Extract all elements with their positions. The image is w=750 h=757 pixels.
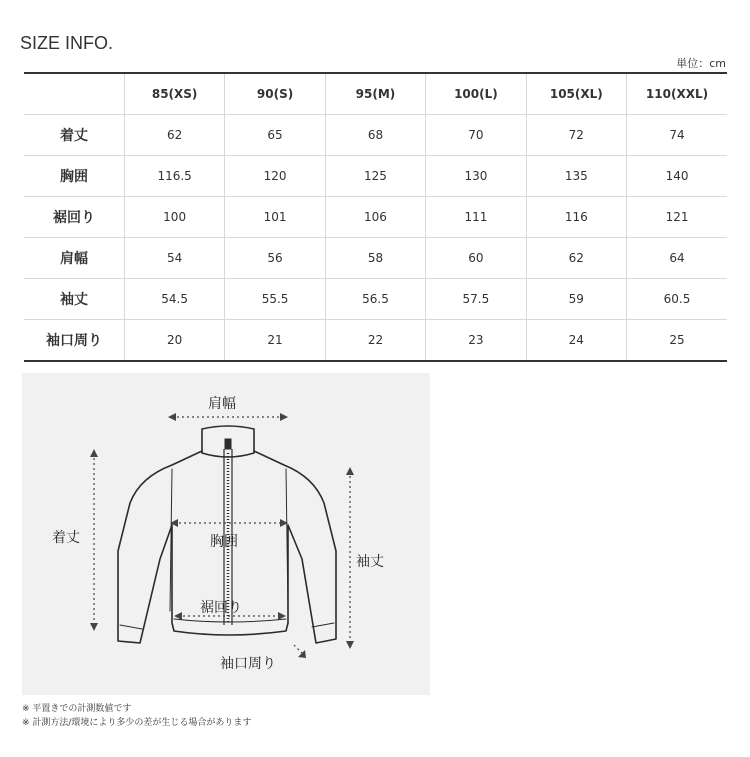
table-row [24, 197, 727, 238]
arrow-head [90, 623, 98, 631]
unit-label: 単位：cm [676, 57, 726, 70]
table-cell: 60.5 [627, 279, 727, 320]
table-cell: 20 [124, 320, 224, 362]
row-label: 裾回り [24, 197, 124, 238]
table-cell: 135 [526, 156, 626, 197]
table-cell: 57.5 [426, 279, 526, 320]
arrow-head [280, 413, 288, 421]
row-label: 袖口周り [24, 320, 124, 362]
table-header-row [24, 73, 727, 115]
right-cuff [312, 623, 334, 627]
footnote-item: ※ 計測方法/環境により多少の差が生じる場合があります [22, 718, 252, 728]
table-cell: 116 [526, 197, 626, 238]
table-cell: 68 [325, 115, 425, 156]
table-cell: 106 [325, 197, 425, 238]
arrow-head [346, 467, 354, 475]
table-cell: 116.5 [124, 156, 224, 197]
header-size-xxl: 110(XXL) [627, 73, 727, 115]
table-row [24, 156, 727, 197]
row-label: 着丈 [24, 115, 124, 156]
header-size-m: 95(M) [325, 73, 425, 115]
sleeve-label: 袖丈 [356, 554, 384, 570]
table-cell: 125 [325, 156, 425, 197]
footnotes [22, 702, 251, 730]
table-cell: 130 [426, 156, 526, 197]
table-cell: 74 [627, 115, 727, 156]
hem-label: 裾回り [200, 600, 242, 616]
table-cell: 25 [669, 333, 685, 347]
table-row [24, 238, 727, 279]
table-cell: 56 [225, 238, 325, 279]
table-cell: 101 [225, 197, 325, 238]
measurement-diagram [22, 373, 430, 695]
cuff-label: 袖口周り [220, 656, 276, 672]
table-cell: 121 [627, 197, 727, 238]
left-cuff [120, 625, 142, 629]
table-cell: 54.5 [124, 279, 224, 320]
table-cell: 54 [124, 238, 224, 279]
table-cell: 23 [426, 320, 526, 362]
table-cell: 55.5 [225, 279, 325, 320]
table-cell: 58 [325, 238, 425, 279]
size-table [24, 72, 727, 362]
table-row [24, 279, 727, 320]
row-label: 袖丈 [24, 279, 124, 320]
table-cell: 22 [325, 320, 425, 362]
table-cell: 60 [426, 238, 526, 279]
hem-band [174, 619, 286, 622]
chest-label: 胸囲 [210, 534, 238, 550]
arrow-head [346, 641, 354, 649]
header-size-xs: 85(XS) [124, 73, 224, 115]
table-cell: 62 [526, 238, 626, 279]
shoulder-label: 肩幅 [208, 396, 236, 412]
page-title: SIZE INFO. [20, 33, 114, 53]
arrow-head [90, 449, 98, 457]
table-cell: 56.5 [325, 279, 425, 320]
footnote-item: ※ 平置きでの計測数値です [22, 704, 132, 714]
table-cell: 65 [225, 115, 325, 156]
header-size-l: 100(L) [426, 73, 526, 115]
row-label: 胸囲 [24, 156, 124, 197]
table-cell: 100 [124, 197, 224, 238]
table-cell: 120 [225, 156, 325, 197]
table-cell: 70 [426, 115, 526, 156]
table-cell: 21 [225, 320, 325, 362]
table-cell: 59 [526, 279, 626, 320]
header-size-xl: 105(XL) [526, 73, 626, 115]
table-row [24, 115, 727, 156]
table-cell: 24 [526, 320, 626, 362]
table-cell: 111 [426, 197, 526, 238]
table-cell: 62 [124, 115, 224, 156]
arrow-head [168, 413, 176, 421]
header-corner-cell [24, 73, 124, 115]
row-label: 肩幅 [24, 238, 124, 279]
arrow-head [298, 650, 306, 658]
zipper-pull [225, 439, 231, 449]
length-label: 着丈 [52, 530, 80, 546]
table-row [24, 320, 727, 362]
header-size-s: 90(S) [225, 73, 325, 115]
table-cell: 140 [627, 156, 727, 197]
table-cell: 72 [526, 115, 626, 156]
table-cell: 64 [627, 238, 727, 279]
